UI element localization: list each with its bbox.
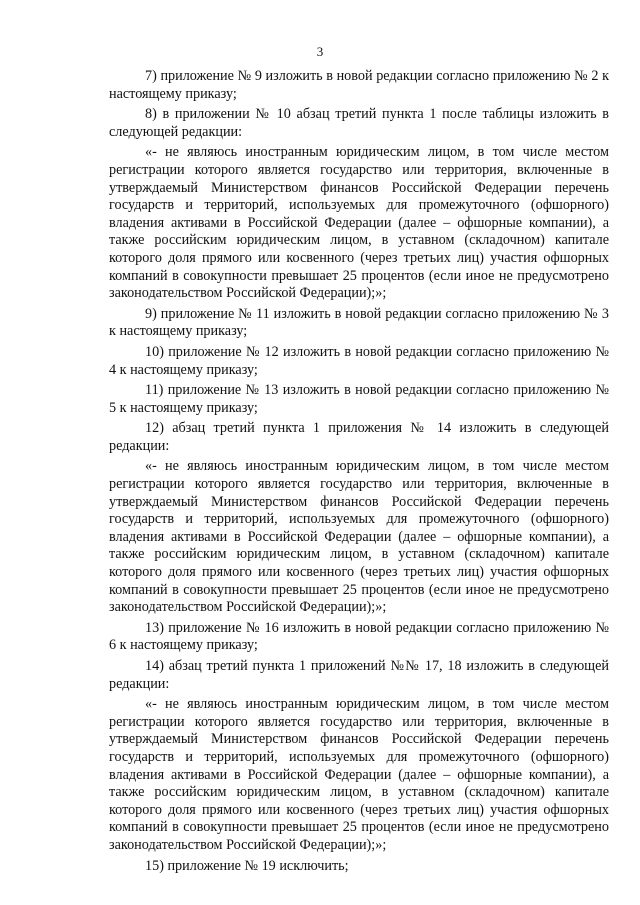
quoted-paragraph: «- не являюсь иностранным юридическим лицом, в том числе местом регистрации которого является государство или территория, включенные в утверждаемый Министерством финансов Российской Федерации перечень государств и территорий, используемых для промежуточного (офшорного) владения активами в Российской Федерации (далее – офшорные компании), а также российским юридическим лицом, в уставном (складочном) капитале которого доля прямого или косвенного (через третьих лиц) участия офшорных компаний в совокупности превышает 25 процентов (если иное не предусмотрено законодательством Российской Федерации);»;	[109, 144, 609, 302]
paragraph-item-12: 12) абзац третий пункта 1 приложения № 14 изложить в следующей редакции:	[109, 420, 609, 454]
document-body	[109, 68, 609, 878]
paragraph-item-11: 11) приложение № 13 изложить в новой редакции согласно приложению № 5 к настоящему приказу;	[109, 382, 609, 416]
paragraph-item-7: 7) приложение № 9 изложить в новой редакции согласно приложению № 2 к настоящему приказу;	[109, 68, 609, 102]
paragraph-item-13: 13) приложение № 16 изложить в новой редакции согласно приложению № 6 к настоящему приказу;	[109, 619, 609, 654]
page-number: 3	[316, 44, 324, 59]
quoted-paragraph: «- не являюсь иностранным юридическим лицом, в том числе местом регистрации которого является государство или территория, включенные в утверждаемый Министерством финансов Российской Федерации перечень государств и территорий, используемых для промежуточного (офшорного) владения активами в Российской Федерации (далее – офшорные компании), а также российским юридическим лицом, в уставном (складочном) капитале которого доля прямого или косвенного (через третьих лиц) участия офшорных компаний в совокупности превышает 25 процентов (если иное не предусмотрено законодательством Российской Федерации);»;	[109, 458, 609, 616]
paragraph-item-15: 15) приложение № 19 исключить;	[145, 857, 349, 874]
paragraph-item-14: 14) абзац третий пункта 1 приложений №№ 17, 18 изложить в следующей редакции:	[109, 658, 609, 692]
paragraph-item-8: 8) в приложении № 10 абзац третий пункта 1 после таблицы изложить в следующей редакции:	[109, 106, 609, 140]
quoted-paragraph: «- не являюсь иностранным юридическим лицом, в том числе местом регистрации которого является государство или территория, включенные в утверждаемый Министерством финансов Российской Федерации перечень государств и территорий, используемых для промежуточного (офшорного) владения активами в Российской Федерации (далее – офшорные компании), а также российским юридическим лицом, в уставном (складочном) капитале которого доля прямого или косвенного (через третьих лиц) участия офшорных компаний в совокупности превышает 25 процентов (если иное не предусмотрено законодательством Российской Федерации);»;	[109, 696, 609, 853]
paragraph-item-9: 9) приложение № 11 изложить в новой редакции согласно приложению № 3 к настоящему приказу;	[109, 305, 609, 340]
paragraph-item-10: 10) приложение № 12 изложить в новой редакции согласно приложению № 4 к настоящему приказу;	[109, 343, 609, 378]
